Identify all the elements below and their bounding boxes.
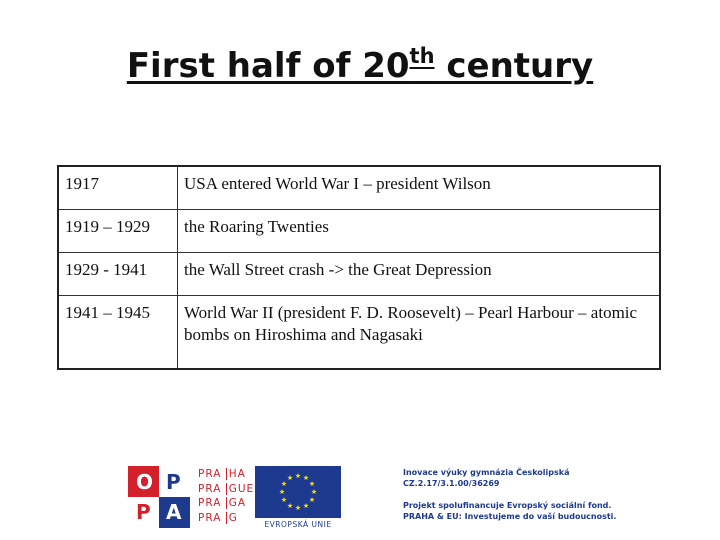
svg-text:★: ★ — [280, 480, 288, 488]
table-row — [58, 296, 660, 370]
year-cell: 1919 – 1929 — [58, 210, 178, 253]
event-cell: World War II (president F. D. Roosevelt) – Pearl Harbour – atomic bombs on Hiroshima and Nagasaki — [178, 296, 661, 370]
opp-logo — [128, 466, 190, 528]
svg-text:★: ★ — [302, 502, 310, 510]
event-cell: the Wall Street crash -> the Great Depression — [178, 253, 661, 296]
svg-text:★: ★ — [286, 502, 294, 510]
svg-text:★: ★ — [310, 488, 318, 496]
table-row — [58, 253, 660, 296]
svg-text:★: ★ — [294, 472, 302, 480]
slide-title — [0, 44, 720, 86]
title-superscript: th — [409, 44, 435, 68]
svg-text:★: ★ — [302, 474, 310, 482]
opp-letter: P — [136, 500, 151, 524]
svg-text:★: ★ — [308, 480, 316, 488]
svg-text:★: ★ — [286, 474, 294, 482]
opp-letter: P — [166, 470, 181, 494]
footer-logos — [0, 462, 720, 534]
event-cell: the Roaring Twenties — [178, 210, 661, 253]
info-line: CZ.2.17/3.1.00/36269 — [403, 479, 500, 488]
svg-text:★: ★ — [280, 496, 288, 504]
table-row — [58, 210, 660, 253]
eu-logo — [255, 466, 341, 529]
timeline-table — [57, 165, 661, 370]
title-end: century — [434, 46, 594, 86]
year-cell: 1917 — [58, 166, 178, 210]
info-line: Projekt spolufinancuje Evropský sociální fond. — [403, 501, 612, 510]
info-line: Inovace výuky gymnázia Českolipská — [403, 468, 570, 477]
event-cell: USA entered World War I – president Wilson — [178, 166, 661, 210]
svg-text:★: ★ — [308, 496, 316, 504]
svg-text:★: ★ — [278, 488, 286, 496]
title-main: First half of 20 — [126, 46, 410, 86]
info-line: PRAHA & EU: Investujeme do vaší budoucnosti. — [403, 512, 617, 521]
eu-flag-icon — [255, 466, 341, 518]
opp-letter: O — [136, 470, 154, 494]
svg-text:★: ★ — [294, 504, 302, 512]
year-cell: 1941 – 1945 — [58, 296, 178, 370]
praha-logo: PRA HA PRA GUE PRA GA PRA G — [198, 468, 255, 524]
table-row — [58, 166, 660, 210]
year-cell: 1929 - 1941 — [58, 253, 178, 296]
project-info — [403, 467, 703, 533]
opp-letter: A — [166, 500, 182, 524]
eu-label: EVROPSKÁ UNIE — [264, 520, 332, 529]
